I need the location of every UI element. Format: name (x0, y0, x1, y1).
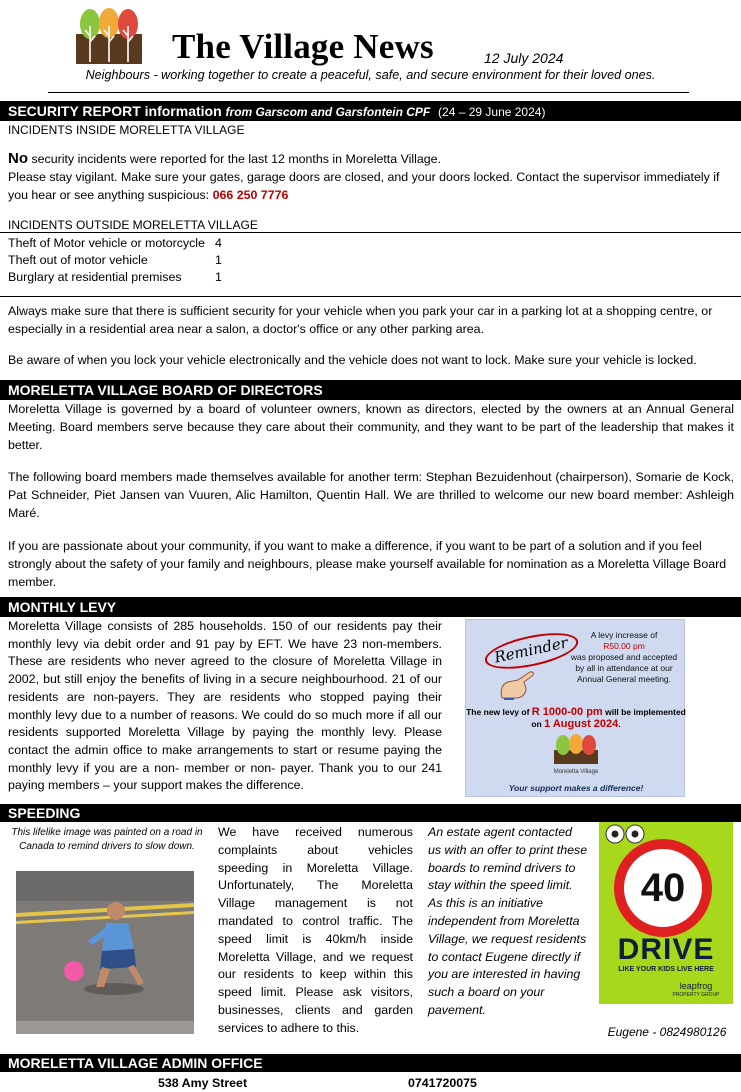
admin-office-heading: MORELETTA VILLAGE ADMIN OFFICE (0, 1054, 741, 1072)
security-heading (0, 101, 741, 121)
board-paragraph-2: The following board members made themselves available for another term: Stephan Bezuidenhout (chairperson), Somarie de Kock, Pat Schneider, Piet Jansen van Vuuren, Alic Hamilton, Quentin Hall. We are thrilled to welcome our new board member: Ashleigh Maré. (8, 470, 734, 520)
new-levy-date: 1 August 2024 (544, 718, 619, 730)
speeding-heading: SPEEDING (0, 804, 741, 822)
new-levy-mid: will be implemented on (531, 707, 686, 729)
new-levy-date-suffix: . (618, 719, 621, 729)
road-painting-image (16, 871, 194, 1034)
supervisor-phone: 066 250 7776 (212, 187, 289, 202)
table-row (8, 269, 222, 286)
tagline: Neighbours - working together to create a peaceful, safe, and secure environment for their loved ones. (85, 68, 656, 82)
board-paragraph-3: If you are passionate about your community, if you want to make a difference, if you want to be part of a solution and if you feel strongly about the safety of your family and neighbours, please make yourself available for nomination as a Moreletta Village Board member. (8, 539, 727, 589)
village-trees-logo (76, 6, 142, 64)
levy-old-amount: R50.00 pm (603, 641, 645, 651)
table-top-rule (0, 232, 741, 233)
board-heading: MORELETTA VILLAGE BOARD OF DIRECTORS (0, 380, 741, 400)
table-bottom-rule (0, 296, 741, 297)
incident-label: Theft out of motor vehicle (8, 253, 148, 267)
table-row (8, 235, 222, 252)
incidents-inside-title: INCIDENTS INSIDE MORELETTA VILLAGE (8, 123, 245, 137)
reminder-footer: Your support makes a difference! (508, 783, 644, 793)
photo-caption: This lifelike image was painted on a road in Canada to remind drivers to slow down. (11, 827, 203, 852)
levy-increase-suffix: was proposed and accepted by all in attendance at our Annual General meeting. (570, 652, 678, 684)
levy-increase-note (566, 630, 682, 685)
admin-address: 538 Amy Street (158, 1076, 248, 1090)
road-painting-photo (16, 871, 194, 1034)
speed-limit-number: 40 (640, 866, 686, 910)
speeding-column-1: We have received numerous complaints about vehicles speeding in Moreletta Village. Unfortunately, The Moreletta Village management is not mandated to control traffic. The speed limit is 40km/h inside Moreletta Village, and we request our residents to keep within this speed limit. Please ask visitors, businesses, clients and garden services to adhere to this. (218, 825, 413, 1035)
levy-text: Moreletta Village consists of 285 households. 150 of our residents pay their monthly levy via debit order and 91 pay by EFT. We have 23 non-members. These are residents who never agreed to the closure of Moreletta Village in 2002, but still enjoy the benefits of living in a secure neighbourhood. 21 of our residents are non-payers. They are residents who stopped paying their monthly levy due to a number of reasons. We could do so much more if all our residents supported Moreletta Village by paying the monthly levy. Please contact the admin office to make arrangements to start or resume paying the monthly levy if you are a non- member or non- payer. Thank you to our 241 paying members – your support makes the difference. (8, 619, 442, 793)
new-levy-prefix: The new levy of (466, 707, 530, 717)
vigilance-paragraph (8, 169, 734, 205)
no-incidents-line (8, 148, 734, 170)
header-divider (48, 92, 689, 93)
reminder-logo-label: Moreletta Village (553, 769, 599, 775)
village-trees-logo-small (554, 734, 598, 764)
issue-date: 12 July 2024 (484, 50, 564, 66)
drive-label: DRIVE (617, 933, 715, 966)
pointing-hand-icon (496, 668, 536, 700)
levy-heading: MONTHLY LEVY (0, 597, 741, 617)
masthead (0, 0, 741, 96)
brand-name: leapfrog (679, 981, 713, 991)
vehicle-advice-1: Always make sure that there is sufficient security for your vehicle when you park your car in a parking lot at a shopping centre, or especially in a residential area near a salon, a doctor's office or any other parking area. (8, 304, 713, 336)
incidents-table (8, 235, 734, 286)
no-word: No (8, 150, 28, 167)
eugene-contact: Eugene - 0824980126 (607, 1025, 727, 1039)
drive-slogan: LIKE YOUR KIDS LIVE HERE (618, 966, 714, 973)
levy-reminder-box (465, 619, 685, 797)
vigilance-text: Please stay vigilant. Make sure your gates, garage doors are closed, and your doors locked. Contact the supervisor immediately if you hear or see anything suspicious: (8, 170, 720, 202)
table-row (8, 252, 222, 269)
incident-count: 1 (214, 270, 222, 284)
levy-increase-prefix: A levy increase of (590, 630, 658, 640)
security-heading-source: from Garscom and Garsfontein CPF (225, 105, 431, 119)
newsletter-title: The Village News (172, 27, 434, 66)
security-heading-title: SECURITY REPORT information (8, 103, 222, 119)
reminder-tag: Reminder (482, 626, 581, 675)
brand-subtitle: PROPERTY GROUP (672, 992, 720, 998)
vehicle-advice-2: Be aware of when you lock your vehicle electronically and the vehicle does not want to lock. Make sure your vehicle is locked. (8, 353, 697, 367)
incident-label: Burglary at residential premises (8, 270, 182, 284)
incident-label: Theft of Motor vehicle or motorcycle (8, 236, 205, 250)
new-levy-amount: R 1000-00 pm (531, 706, 603, 718)
new-levy-note (466, 706, 686, 730)
incidents-outside-title: INCIDENTS OUTSIDE MORELETTA VILLAGE (8, 218, 258, 232)
no-incidents-text: security incidents were reported for the last 12 months in Moreletta Village. (28, 152, 441, 166)
security-heading-dates: (24 – 29 June 2024) (438, 105, 546, 119)
admin-phone: 0741720075 (408, 1076, 477, 1090)
speed-sign-board (599, 822, 733, 1004)
speed-sign-graphic (599, 822, 733, 1004)
board-paragraph-1: Moreletta Village is governed by a board of volunteer owners, known as directors, elected by the owners at an Annual General Meeting. Board members serve because they care about their community, and they want to be part of the leadership that makes it better. (8, 402, 734, 452)
incident-count: 4 (214, 236, 222, 250)
speeding-column-2: An estate agent contacted us with an offer to print these boards to remind drivers to stay within the speed limit. As this is an initiative independent from Moreletta Village, we request residents to contact Eugene directly if you are interested in having such a board on your pavement. (428, 825, 588, 1017)
incident-count: 1 (214, 253, 222, 267)
